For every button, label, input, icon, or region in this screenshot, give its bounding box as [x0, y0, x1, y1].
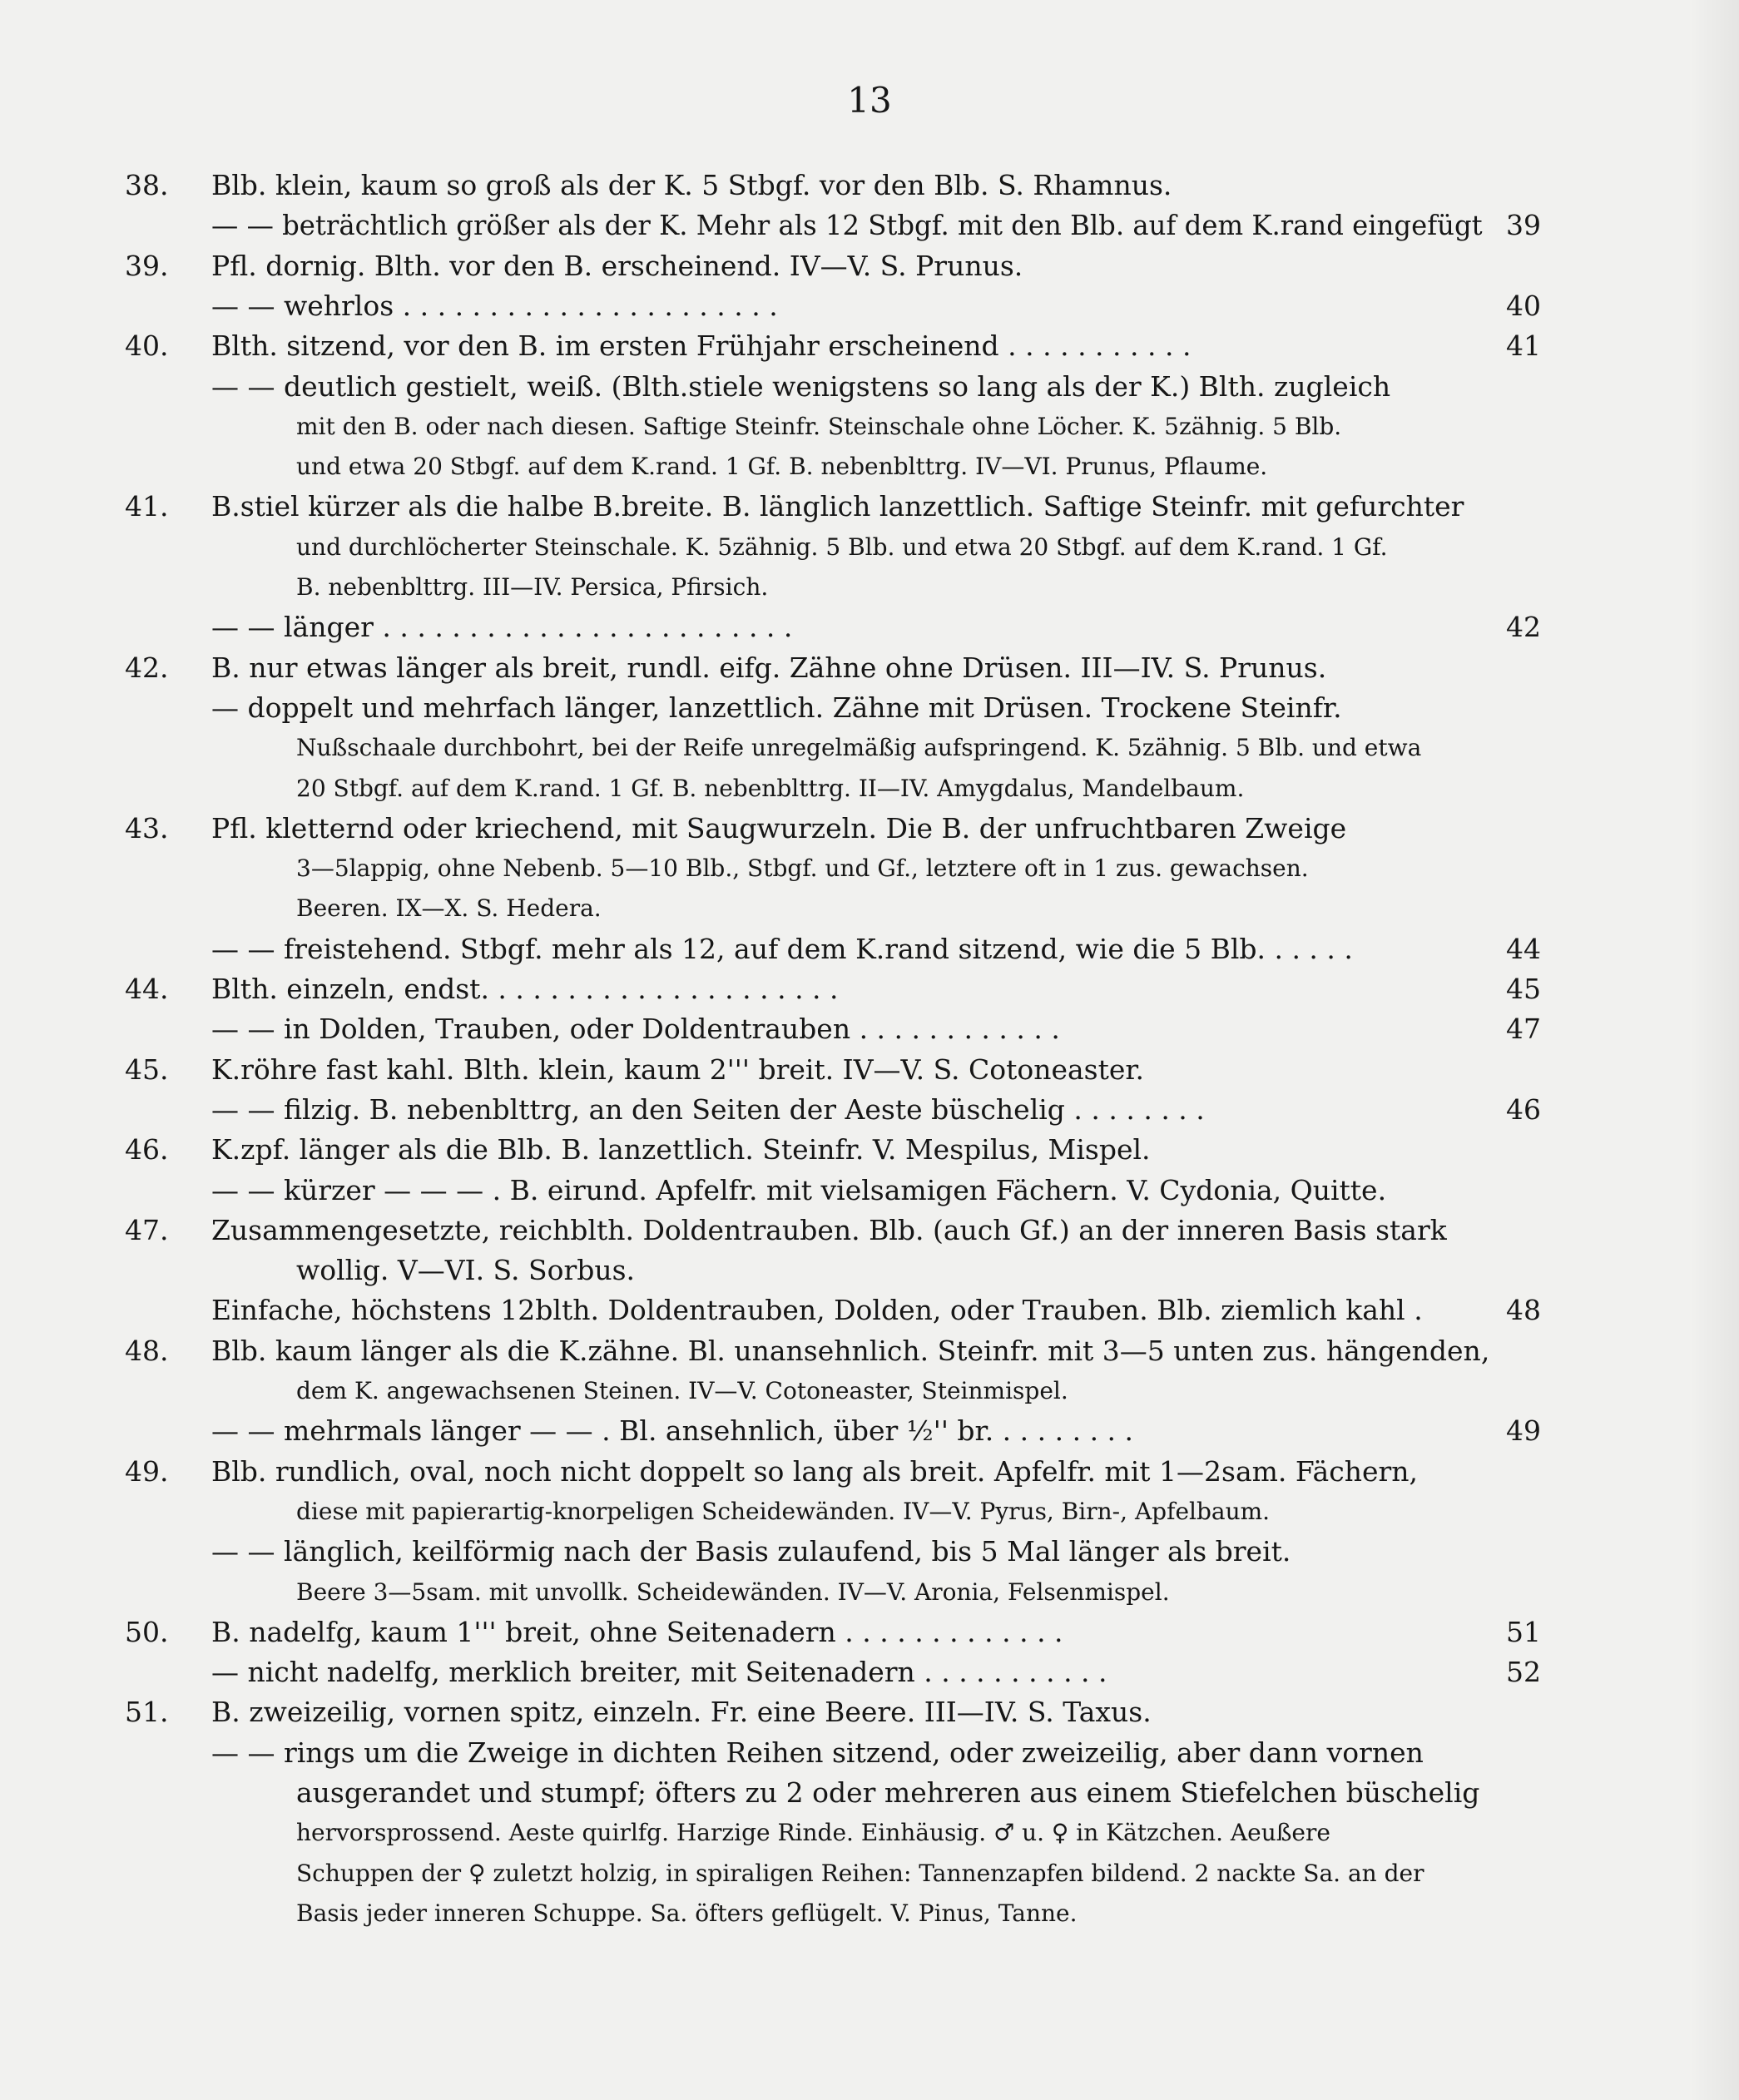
lead-reference: 49	[1506, 1414, 1541, 1447]
line-text: Blb. klein, kaum so groß als der K. 5 Stbgf. vor den Blb. S. Rhamnus.	[211, 169, 1172, 201]
key-line	[0, 1893, 1739, 1934]
line-text: ausgerandet und stumpf; öfters zu 2 oder mehreren aus einem Stiefelchen büschelig	[296, 1776, 1480, 1809]
line-text: 20 Stbgf. auf dem K.rand. 1 Gf. B. nebenblttrg. II—IV. Amygdalus, Mandelbaum.	[296, 775, 1245, 802]
line-text: Beere 3—5sam. mit unvollk. Scheidewänden. IV—V. Aronia, Felsenmispel.	[296, 1578, 1170, 1606]
key-line	[0, 1572, 1739, 1613]
line-text: wollig. V—VI. S. Sorbus.	[296, 1254, 636, 1286]
key-line	[0, 888, 1739, 929]
key-line	[0, 1451, 1739, 1493]
line-text: — — deutlich gestielt, weiß. (Blth.stiele wenigstens so lang als der K.) Blth. zugleich	[211, 370, 1391, 403]
line-text: B. nadelfg, kaum 1''' breit, ohne Seitenadern . . . . . . . . . . . . .	[211, 1616, 1063, 1648]
key-line	[0, 1652, 1739, 1693]
key-line	[0, 527, 1739, 568]
line-text: — — rings um die Zweige in dichten Reihen sitzend, oder zweizeilig, aber dann vornen	[211, 1736, 1424, 1769]
line-text: B. nur etwas länger als breit, rundl. eifg. Zähne ohne Drüsen. III—IV. S. Prunus.	[211, 651, 1327, 684]
key-line	[0, 1612, 1739, 1653]
line-text: diese mit papierartig-knorpeligen Scheidewänden. IV—V. Pyrus, Birn-, Apfelbaum.	[296, 1498, 1271, 1525]
key-line	[0, 1410, 1739, 1452]
line-text: — — kürzer — — — . B. eirund. Apfelfr. mit vielsamigen Fächern. V. Cydonia, Quitte.	[211, 1174, 1387, 1206]
line-text: mit den B. oder nach diesen. Saftige Steinfr. Steinschale ohne Löcher. K. 5zähnig. 5 Blb.	[296, 413, 1342, 440]
line-text: B.stiel kürzer als die halbe B.breite. B. länglich lanzettlich. Saftige Steinfr. mit gefurchter	[211, 490, 1464, 523]
key-line	[0, 1290, 1739, 1331]
key-line	[0, 687, 1739, 729]
key-line	[0, 607, 1739, 648]
key-line	[0, 808, 1739, 849]
line-text: dem K. angewachsenen Steinen. IV—V. Cotoneaster, Steinmispel.	[296, 1377, 1068, 1404]
key-line	[0, 1491, 1739, 1533]
line-text: Beeren. IX—X. S. Hedera.	[296, 894, 602, 922]
line-text: Blth. sitzend, vor den B. im ersten Frühjahr erscheinend . . . . . . . . . . .	[211, 329, 1192, 362]
line-text: Nußschaale durchbohrt, bei der Reife unregelmäßig aufspringend. K. 5zähnig. 5 Blb. und etwa	[296, 734, 1422, 761]
key-line	[0, 1250, 1739, 1291]
couplet-number: 39.	[125, 250, 169, 282]
line-text: — — in Dolden, Trauben, oder Doldentrauben . . . . . . . . . . . .	[211, 1013, 1060, 1045]
key-line	[0, 968, 1739, 1010]
key-line	[0, 1008, 1739, 1050]
couplet-number: 41.	[125, 490, 169, 523]
lead-reference: 40	[1506, 290, 1541, 322]
key-line	[0, 1691, 1739, 1733]
key-line	[0, 325, 1739, 367]
line-text: — — freistehend. Stbgf. mehr als 12, auf dem K.rand sitzend, wie die 5 Blb. . . . . .	[211, 933, 1353, 965]
line-text: Blb. kaum länger als die K.zähne. Bl. unansehnlich. Steinfr. mit 3—5 unten zus. hängenden,	[211, 1335, 1490, 1367]
couplet-number: 38.	[125, 169, 169, 201]
key-line	[0, 848, 1739, 889]
page-number: 13	[847, 80, 892, 121]
lead-reference: 52	[1506, 1656, 1541, 1688]
key-line	[0, 1531, 1739, 1573]
line-text: Basis jeder inneren Schuppe. Sa. öfters geflügelt. V. Pinus, Tanne.	[296, 1899, 1078, 1927]
couplet-number: 50.	[125, 1616, 169, 1648]
line-text: — nicht nadelfg, merklich breiter, mit Seitenadern . . . . . . . . . . .	[211, 1656, 1107, 1688]
key-line	[0, 1089, 1739, 1131]
key-line	[0, 1812, 1739, 1854]
couplet-number: 48.	[125, 1335, 169, 1367]
key-line	[0, 1772, 1739, 1814]
couplet-number: 44.	[125, 973, 169, 1005]
key-line	[0, 567, 1739, 608]
line-text: Pfl. dornig. Blth. vor den B. erscheinend. IV—V. S. Prunus.	[211, 250, 1023, 282]
line-text: Blth. einzeln, endst. . . . . . . . . . . . . . . . . . . . .	[211, 973, 839, 1005]
key-line	[0, 406, 1739, 448]
lead-reference: 48	[1506, 1294, 1541, 1326]
couplet-number: 42.	[125, 651, 169, 684]
lead-reference: 44	[1506, 933, 1541, 965]
line-text: K.röhre fast kahl. Blth. klein, kaum 2''' breit. IV—V. S. Cotoneaster.	[211, 1053, 1145, 1086]
line-text: Einfache, höchstens 12blth. Doldentrauben, Dolden, oder Trauben. Blb. ziemlich kahl .	[211, 1294, 1423, 1326]
key-line	[0, 366, 1739, 408]
key-line	[0, 446, 1739, 488]
key-line	[0, 727, 1739, 769]
line-text: Zusammengesetzte, reichblth. Doldentrauben. Blb. (auch Gf.) an der inneren Basis stark	[211, 1214, 1447, 1246]
couplet-number: 43.	[125, 812, 169, 844]
key-line	[0, 205, 1739, 246]
key-line	[0, 165, 1739, 206]
key-line	[0, 1853, 1739, 1894]
couplet-number: 46.	[125, 1133, 169, 1166]
key-line	[0, 1170, 1739, 1211]
line-text: 3—5lappig, ohne Nebenb. 5—10 Blb., Stbgf. und Gf., letztere oft in 1 zus. gewachsen.	[296, 854, 1309, 882]
line-text: hervorsprossend. Aeste quirlfg. Harzige Rinde. Einhäusig. ♂ u. ♀ in Kätzchen. Aeußere	[296, 1819, 1330, 1846]
key-line	[0, 1129, 1739, 1171]
line-text: B. nebenblttrg. III—IV. Persica, Pfirsich.	[296, 573, 769, 601]
line-text: und durchlöcherter Steinschale. K. 5zähnig. 5 Blb. und etwa 20 Stbgf. auf dem K.rand. 1 Gf.	[296, 533, 1388, 561]
couplet-number: 47.	[125, 1214, 169, 1246]
key-line	[0, 486, 1739, 527]
lead-reference: 47	[1506, 1013, 1541, 1045]
key-line	[0, 1210, 1739, 1251]
lead-reference: 45	[1506, 973, 1541, 1005]
line-text: und etwa 20 Stbgf. auf dem K.rand. 1 Gf. B. nebenblttrg. IV—VI. Prunus, Pflaume.	[296, 453, 1268, 480]
key-line	[0, 929, 1739, 970]
couplet-number: 40.	[125, 329, 169, 362]
couplet-number: 51.	[125, 1696, 169, 1728]
line-text: Blb. rundlich, oval, noch nicht doppelt so lang als breit. Apfelfr. mit 1—2sam. Fächern,	[211, 1455, 1419, 1488]
key-line	[0, 647, 1739, 689]
couplet-number: 49.	[125, 1455, 169, 1488]
line-text: — — wehrlos . . . . . . . . . . . . . . . . . . . . . .	[211, 290, 778, 322]
key-line	[0, 1732, 1739, 1774]
key-line	[0, 285, 1739, 327]
lead-reference: 42	[1506, 611, 1541, 643]
line-text: Schuppen der ♀ zuletzt holzig, in spiraligen Reihen: Tannenzapfen bildend. 2 nackte Sa. an der	[296, 1860, 1424, 1887]
line-text: B. zweizeilig, vornen spitz, einzeln. Fr. eine Beere. III—IV. S. Taxus.	[211, 1696, 1152, 1728]
edge-shadow	[1689, 0, 1739, 2100]
line-text: — — länglich, keilförmig nach der Basis zulaufend, bis 5 Mal länger als breit.	[211, 1535, 1291, 1568]
lead-reference: 51	[1506, 1616, 1541, 1648]
couplet-number: 45.	[125, 1053, 169, 1086]
line-text: — — beträchtlich größer als der K. Mehr als 12 Stbgf. mit den Blb. auf dem K.rand eingefügt	[211, 210, 1483, 241]
key-line	[0, 768, 1739, 810]
lead-reference: 41	[1506, 329, 1541, 362]
key-line	[0, 1370, 1739, 1412]
lead-reference: 39	[1506, 209, 1541, 241]
key-line	[0, 1330, 1739, 1372]
line-text: — — filzig. B. nebenblttrg, an den Seiten der Aeste büschelig . . . . . . . .	[211, 1093, 1205, 1126]
line-text: — — länger . . . . . . . . . . . . . . . . . . . . . . . .	[211, 611, 793, 643]
lead-reference: 46	[1506, 1093, 1541, 1126]
line-text: — — mehrmals länger — — . Bl. ansehnlich, über ½'' br. . . . . . . . .	[211, 1414, 1134, 1447]
line-text: K.zpf. länger als die Blb. B. lanzettlich. Steinfr. V. Mespilus, Mispel.	[211, 1133, 1151, 1166]
key-line	[0, 245, 1739, 287]
line-text: — doppelt und mehrfach länger, lanzettlich. Zähne mit Drüsen. Trockene Steinfr.	[211, 691, 1342, 724]
key-line	[0, 1049, 1739, 1091]
line-text: Pfl. kletternd oder kriechend, mit Saugwurzeln. Die B. der unfruchtbaren Zweige	[211, 812, 1347, 844]
